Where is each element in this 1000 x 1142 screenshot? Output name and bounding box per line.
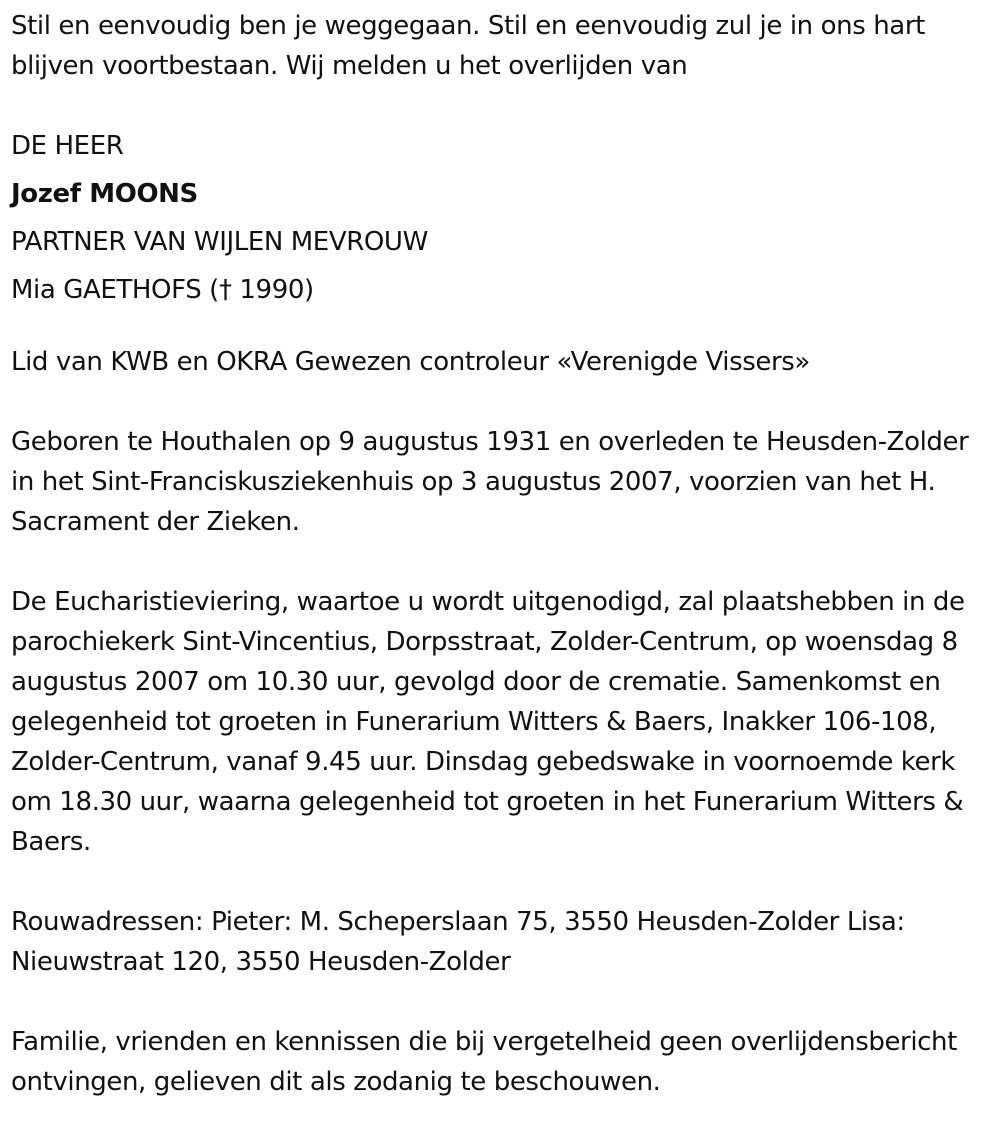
deceased-title: DE HEER [11,131,124,161]
closing-section [11,1022,993,1102]
obituary-notice [11,6,993,1142]
membership-text: Lid van KWB en OKRA Gewezen controleur «Verenigde Vissers» [11,347,810,377]
deceased-name: Jozef MOONS [11,179,198,209]
addresses-section [11,902,993,982]
service-text: De Eucharistieviering, waartoe u wordt uitgenodigd, zal plaatshebben in de parochiekerk Sint-Vincentius, Dorpsstraat, Zolder-Centrum, op woensdag 8 augustus 2007 om 10.30 uur, gevolgd door de crematie. Samenkomst en gelegenheid tot groeten in Funerarium Witters & Baers, Inakker 106-108, Zolder-Centrum, vanaf 9.45 uur. Dinsdag gebedswake in voornoemde kerk om 18.30 uur, waarna gelegenheid tot groeten in het Funerarium Witters & Baers. [11,587,965,857]
closing-text: Familie, vrienden en kennissen die bij vergetelheid geen overlijdensbericht ontvingen, gelieven dit als zodanig te beschouwen. [11,1027,957,1097]
birth-death-section [11,422,993,542]
service-section [11,582,993,862]
deceased-relation: PARTNER VAN WIJLEN MEVROUW [11,227,428,257]
deceased-section [11,122,993,314]
partner-year: 1990) [231,275,314,305]
partner-name: Mia GAETHOFS ( [11,275,219,305]
birth-death-text: Geboren te Houthalen op 9 augustus 1931 en overleden te Heusden-Zolder in het Sint-Franciskusziekenhuis op 3 augustus 2007, voorzien van het H. Sacrament der Zieken. [11,427,969,537]
intro-section [11,6,993,86]
partner-line [11,266,993,314]
membership-section [11,342,993,382]
intro-text: Stil en eenvoudig ben je weggegaan. Stil en eenvoudig zul je in ons hart blijven voortbestaan. Wij melden u het overlijden van [11,11,925,81]
addresses-text: Rouwadressen: Pieter: M. Scheperslaan 75, 3550 Heusden-Zolder Lisa: Nieuwstraat 120, 3550 Heusden-Zolder [11,907,905,977]
cross-icon: † [218,275,232,305]
